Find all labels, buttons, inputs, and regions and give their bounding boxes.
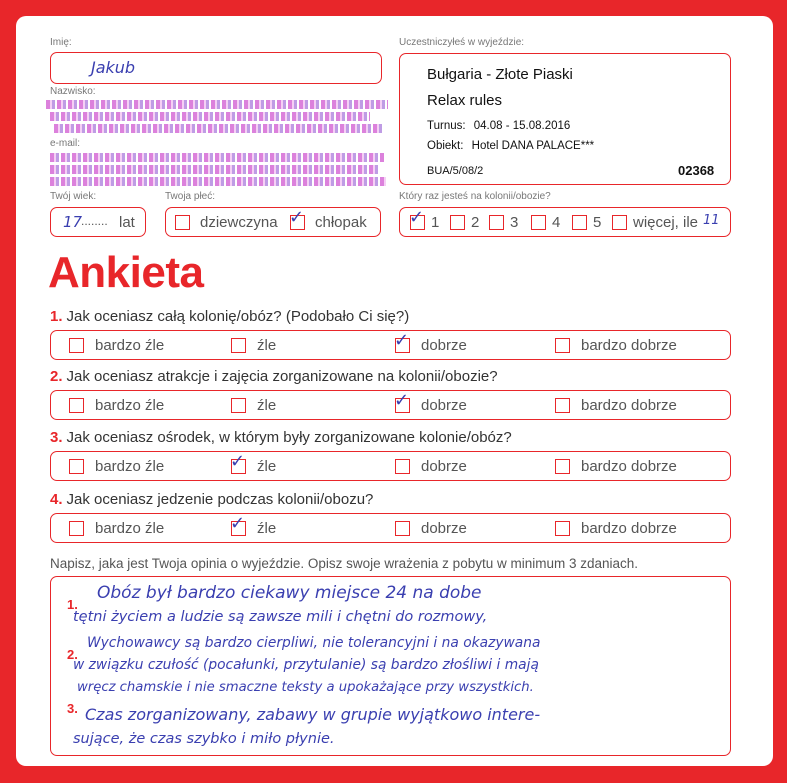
answer-option-label: bardzo dobrze [581, 520, 677, 537]
question-text: Jak oceniasz atrakcje i zajęcia zorganizowane na kolonii/obozie? [66, 368, 498, 385]
answer-option-label: źle [257, 458, 277, 475]
trip-turnus [427, 120, 570, 132]
gender-checkbox-girl[interactable] [175, 215, 190, 230]
check-icon: ✓ [230, 451, 246, 472]
opinion-line-3: Wychowawcy są bardzo cierpliwi, nie tolerancyjni i na okazywana [87, 635, 541, 651]
question-number: 1. [50, 308, 63, 325]
question-text: Jak oceniasz całą kolonię/obóz? (Podobało Ci się?) [66, 308, 410, 325]
answer-option-label: źle [257, 337, 277, 354]
gender-option-boy: chłopak [315, 214, 367, 231]
opinion-line-7: sujące, że czas szybko i miło płynie. [73, 731, 335, 747]
question-3 [50, 429, 512, 446]
answer-option-label: źle [257, 397, 277, 414]
answer-checkbox-2[interactable] [231, 338, 246, 353]
times-checkbox-more[interactable] [612, 215, 627, 230]
answer-option-label: źle [257, 520, 277, 537]
question-text: Jak oceniasz jedzenie podczas kolonii/obozu? [66, 491, 374, 508]
answer-checkbox-4[interactable] [555, 398, 570, 413]
age-label: Twój wiek: [50, 191, 97, 202]
check-icon: ✓ [289, 207, 305, 228]
trip-destination: Bułgaria - Złote Piaski [427, 66, 573, 83]
answer-option-label: bardzo źle [95, 520, 165, 537]
email-label: e-mail: [50, 138, 81, 149]
turnus-label: Turnus: [427, 120, 466, 132]
answer-checkbox-3[interactable] [395, 459, 410, 474]
obiekt-label: Obiekt: [427, 140, 464, 152]
times-option-2: 2 [471, 214, 480, 231]
answer-option-label: bardzo źle [95, 397, 165, 414]
times-checkbox-3[interactable] [489, 215, 504, 230]
trip-info-box [399, 53, 731, 185]
times-label: Który raz jesteś na kolonii/obozie? [399, 191, 551, 202]
check-icon: ✓ [394, 390, 410, 411]
answer-checkbox-3[interactable] [395, 521, 410, 536]
times-field [399, 207, 731, 237]
trip-code: BUA/5/08/2 [427, 165, 484, 177]
answer-checkbox-2[interactable] [231, 398, 246, 413]
answer-option-label: bardzo dobrze [581, 337, 677, 354]
answer-checkbox-4[interactable] [555, 338, 570, 353]
answer-checkbox-2[interactable] [230, 451, 246, 474]
answer-option-label: dobrze [421, 458, 467, 475]
survey-title: Ankieta [48, 248, 204, 297]
gender-field [165, 207, 381, 237]
answer-checkbox-1[interactable] [69, 459, 84, 474]
trip-obiekt [427, 140, 594, 152]
times-checkbox-5[interactable] [572, 215, 587, 230]
first-name-value: Jakub [91, 58, 136, 77]
line-number-2: 2. [67, 647, 78, 662]
times-checkbox-4[interactable] [531, 215, 546, 230]
opinion-line-4: w związku czułość (pocałunki, przytulanie) są bardzo złośliwi i mają [73, 657, 539, 673]
opinion-field[interactable] [50, 576, 731, 756]
gender-option-girl: dziewczyna [200, 214, 278, 231]
opinion-prompt: Napisz, jaka jest Twoja opinia o wyjeździe. Opisz swoje wrażenia z pobytu w minimum 3 zdaniach. [50, 556, 639, 571]
answer-option-label: dobrze [421, 337, 467, 354]
times-option-5: 5 [593, 214, 602, 231]
answer-checkbox-3[interactable] [394, 330, 410, 353]
answer-option-label: bardzo źle [95, 337, 165, 354]
line-number-3: 3. [67, 701, 78, 716]
answer-checkbox-1[interactable] [69, 398, 84, 413]
answer-checkbox-2[interactable] [230, 513, 246, 536]
question-number: 3. [50, 429, 63, 446]
trip-program: Relax rules [427, 92, 503, 109]
times-option-3: 3 [510, 214, 519, 231]
question-4 [50, 491, 373, 508]
surname-label: Nazwisko: [50, 86, 96, 97]
answer-option-label: dobrze [421, 520, 467, 537]
answer-checkbox-4[interactable] [555, 521, 570, 536]
survey-sheet [16, 16, 773, 766]
times-checkbox-2[interactable] [450, 215, 465, 230]
check-icon: ✓ [230, 513, 246, 534]
age-unit: lat [119, 214, 135, 231]
first-name-field[interactable] [50, 52, 382, 84]
answer-option-label: dobrze [421, 397, 467, 414]
gender-label: Twoja płeć: [165, 191, 216, 202]
answer-row-1 [50, 330, 731, 360]
opinion-line-2: tętni życiem a ludzie są zawsze mili i chętni do rozmowy, [73, 609, 488, 625]
answer-checkbox-1[interactable] [69, 338, 84, 353]
line-number-1: 1. [67, 597, 78, 612]
turnus-value: 04.08 - 15.08.2016 [473, 120, 571, 132]
answer-row-4 [50, 513, 731, 543]
answer-option-label: bardzo źle [95, 458, 165, 475]
times-more-value: 11 [703, 213, 720, 228]
obiekt-value: Hotel DANA PALACE*** [471, 140, 595, 152]
question-number: 2. [50, 368, 63, 385]
answer-checkbox-4[interactable] [555, 459, 570, 474]
answer-checkbox-3[interactable] [394, 390, 410, 413]
question-number: 4. [50, 491, 63, 508]
age-field[interactable] [50, 207, 146, 237]
times-option-more: więcej, ile [633, 214, 699, 231]
answer-checkbox-1[interactable] [69, 521, 84, 536]
times-option-4: 4 [552, 214, 561, 231]
answer-row-3 [50, 451, 731, 481]
answer-row-2 [50, 390, 731, 420]
first-name-label: Imię: [50, 37, 72, 48]
opinion-line-1: Obóz był bardzo ciekawy miejsce 24 na dobe [97, 583, 482, 603]
question-2 [50, 368, 498, 385]
gender-checkbox-boy[interactable] [289, 207, 305, 230]
answer-option-label: bardzo dobrze [581, 397, 677, 414]
trip-label: Uczestniczyłeś w wyjeździe: [399, 37, 525, 48]
age-dots: ........ [81, 214, 108, 228]
opinion-line-5: wręcz chamskie i nie smaczne teksty a upokażające przy wszystkich. [77, 680, 534, 695]
times-option-1: 1 [431, 214, 440, 231]
trip-number: 02368 [678, 163, 715, 178]
opinion-line-6: Czas zorganizowany, zabawy w grupie wyjątkowo intere- [85, 705, 541, 724]
check-icon: ✓ [409, 207, 425, 228]
check-icon: ✓ [394, 330, 410, 351]
answer-option-label: bardzo dobrze [581, 458, 677, 475]
question-text: Jak oceniasz ośrodek, w którym były zorganizowane kolonie/obóz? [66, 429, 512, 446]
question-1 [50, 308, 409, 325]
times-checkbox-1[interactable] [409, 207, 425, 230]
age-value: 17 [63, 213, 83, 231]
